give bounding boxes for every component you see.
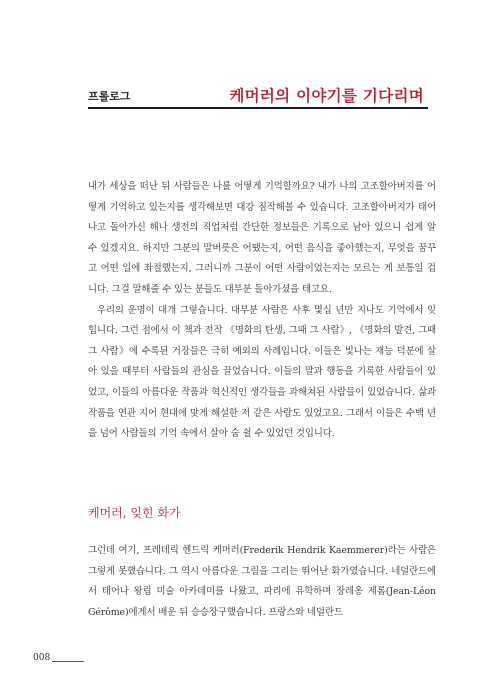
- intro-body: [88, 177, 436, 445]
- intro-paragraph-2: 우리의 운명이 대개 그렇습니다. 대부분 사람은 사후 몇십 년만 지나도 기억에서 잊힙니다. 그런 점에서 이 책과 전작 《명화의 탄생, 그때 그 사람》, 《명화의 발견, 그때 그 사람》에 수록된 거장들은 극히 예외의 사례입니다. 이들은 빛나는 재능 덕분에 살아 있을 때부터 사람들의 관심을 끌었습니다. 이들의 말과 행동을 기록한 사람들이 있었고, 이들의 아름다운 작품과 혁신적인 생각들을 과해쳐된 사람들이 있었습니다. 삶과 작품을 연관 지어 현대에 맞게 해설한 저 같은 사람도 있었고요. 그래서 이들은 수백 년을 넘어 사람들의 기억 속에서 살아 숨 쉴 수 있었던 것입니다.: [88, 304, 436, 440]
- section-body: [88, 541, 436, 623]
- chapter-label: 프롤로그: [88, 90, 131, 103]
- section-paragraph-1: 그런데 여기, 프레데릭 헨드릭 케머러(Frederik Hendrik Kaemmerer)라는 사람은 그렇게 못했습니다. 그 역시 아름다운 그림을 그리는 뛰어난 화가였습니다. 네덜란드에서 태어나 왕립 미술 아카데미를 나왔고, 파리에 유학하며 장레옹 제롬(Jean-Léon Gérôme)에게서 배운 뒤 승승장구했습니다. 프랑스와 네덜란드: [88, 545, 436, 618]
- chapter-title: 케머러의 이야기를 기다리며: [229, 87, 424, 105]
- intro-paragraph-1: 내가 세상을 떠난 뒤 사람들은 나를 어떻게 기억할까요? 내가 나의 고조할아버지를 어떻게 기억하고 있는지를 생각해보면 대강 짐작해볼 수 있습니다. 고조할아버지가 태어나고 돌아가신 해나 생전의 직업처럼 간단한 정보들은 기록으로 남아 있으니 쉽게 알 수 있겠지요. 하지만 그분의 말버릇은 어땠는지, 어떤 음식을 좋아했는지, 무엇을 꿈꾸고 어떤 일에 좌절했는지, 그러니까 그분이 어떤 사람이었는지는 모르는 게 보통일 겁니다. 그걸 말해줄 수 있는 분들도 대부분 돌아가셨을 테고요.: [88, 181, 436, 295]
- header-rule: [88, 107, 428, 109]
- page-number: 008: [33, 653, 51, 663]
- page-number-rule: [52, 661, 84, 662]
- section-heading: 케머러, 잊힌 화가: [88, 506, 181, 520]
